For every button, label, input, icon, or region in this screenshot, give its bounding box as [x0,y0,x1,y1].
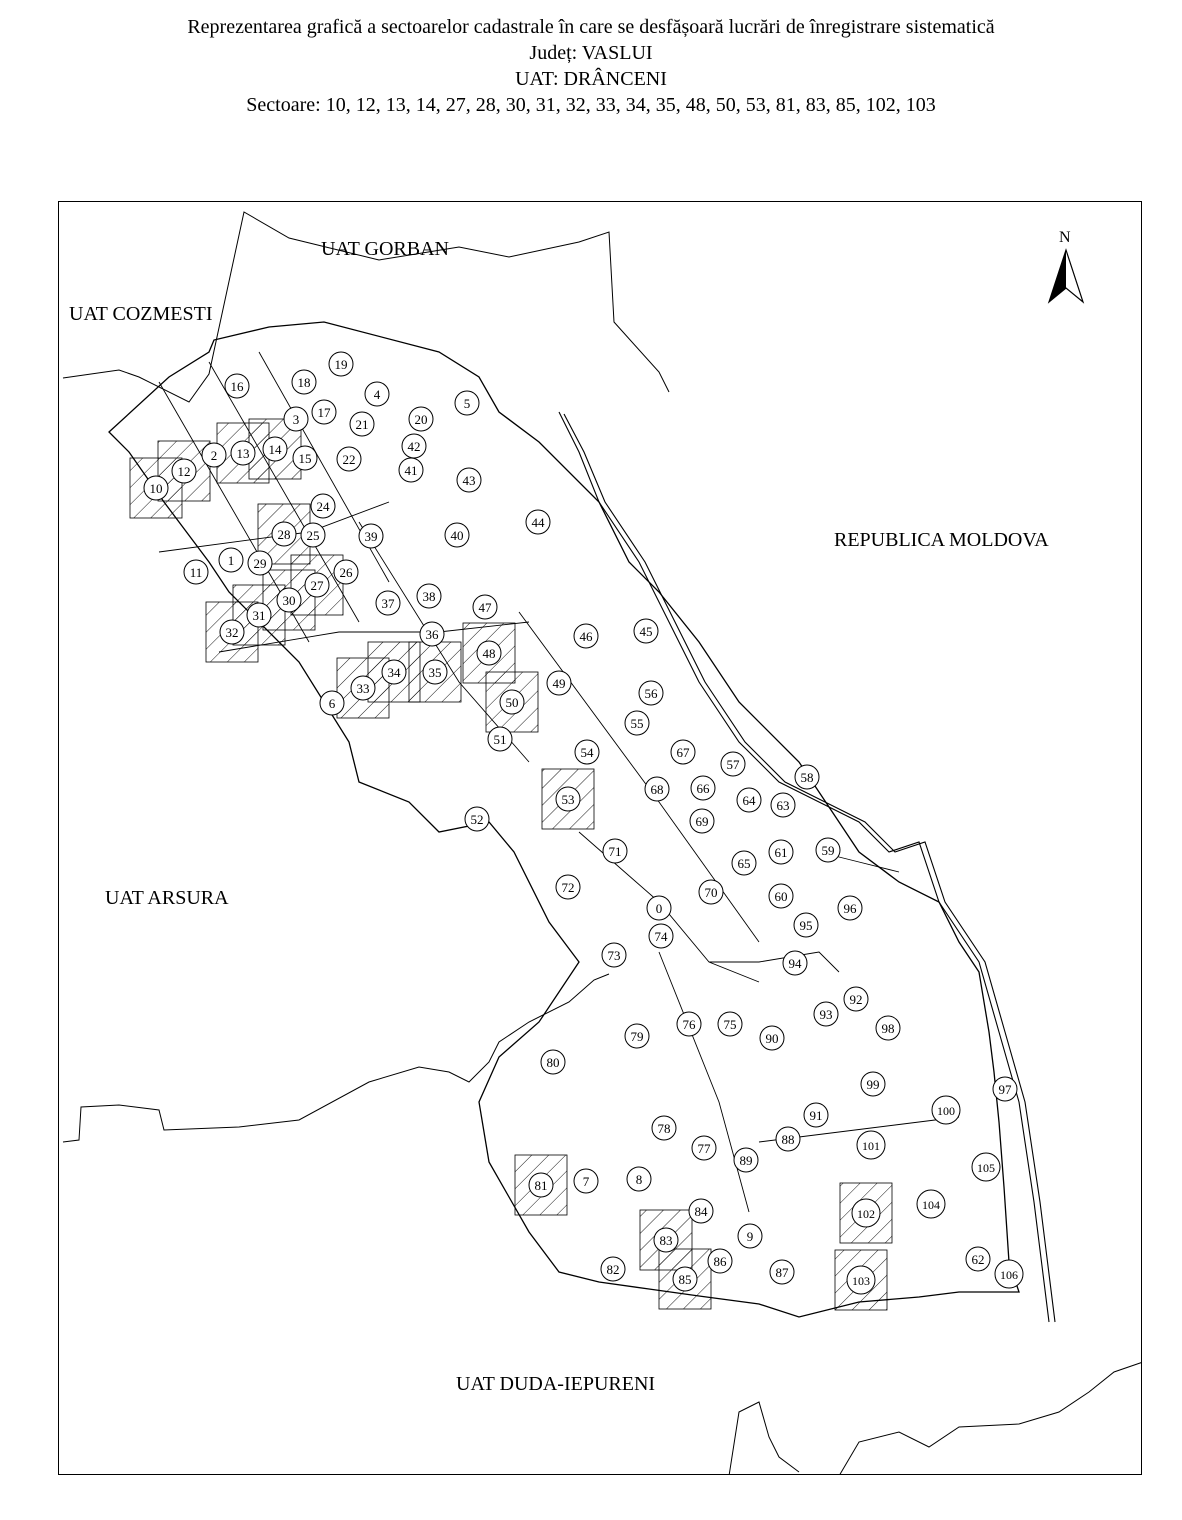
sectors-list: Sectoare: 10, 12, 13, 14, 27, 28, 30, 31, 32, 33, 34, 35, 48, 50, 53, 81, 83, 85, 102, 103 [246,94,936,116]
sector-marker-29[interactable] [248,551,272,575]
sector-marker-84[interactable] [689,1199,713,1223]
sector-marker-56[interactable] [639,681,663,705]
sector-marker-5[interactable] [455,391,479,415]
sector-number: 20 [414,412,428,427]
sector-marker-30[interactable] [277,588,301,612]
sector-number: 95 [799,918,813,933]
sector-number: 4 [373,387,381,402]
region-duda: UAT DUDA-IEPURENI [456,1373,656,1395]
sector-number: 71 [608,844,622,859]
sector-marker-40[interactable] [445,523,469,547]
map-frame [58,201,1142,1475]
sector-marker-73[interactable] [602,943,626,967]
sector-marker-0[interactable] [647,896,671,920]
sector-number: 106 [1000,1268,1018,1282]
sector-number: 79 [630,1029,644,1044]
sector-marker-83[interactable] [654,1228,678,1252]
sector-number: 74 [654,929,668,944]
sector-marker-74[interactable] [649,924,673,948]
sector-number: 73 [607,948,621,963]
sector-marker-98[interactable] [876,1016,900,1040]
sector-number: 103 [852,1274,870,1288]
sector-number: 39 [364,529,378,544]
sector-number: 49 [552,676,566,691]
sector-number: 25 [306,528,320,543]
sector-marker-50[interactable] [500,690,524,714]
sector-marker-48[interactable] [477,641,501,665]
sector-marker-65[interactable] [732,851,756,875]
sector-marker-99[interactable] [861,1072,885,1096]
sector-marker-28[interactable] [272,522,296,546]
sector-marker-4[interactable] [365,382,389,406]
sector-number: 86 [713,1254,727,1269]
sector-number: 68 [650,782,664,797]
sector-number: 62 [971,1252,985,1267]
sector-number: 31 [252,608,266,623]
sector-marker-79[interactable] [625,1024,649,1048]
sector-number: 57 [726,757,740,772]
sector-marker-49[interactable] [547,671,571,695]
sector-marker-62[interactable] [966,1247,990,1271]
sector-number: 7 [582,1174,590,1189]
sector-number: 33 [356,681,370,696]
sector-marker-44[interactable] [526,510,550,534]
sector-number: 96 [843,901,857,916]
sector-number: 91 [809,1108,823,1123]
sector-number: 50 [505,695,519,710]
sector-marker-52[interactable] [465,807,489,831]
sector-marker-14[interactable] [263,437,287,461]
sector-number: 61 [774,845,788,860]
sector-marker-80[interactable] [541,1050,565,1074]
sector-marker-6[interactable] [320,691,344,715]
sector-number: 64 [742,793,756,808]
sector-marker-17[interactable] [312,400,336,424]
sector-marker-102[interactable] [852,1199,880,1227]
sector-number: 35 [428,665,442,680]
sector-marker-61[interactable] [769,840,793,864]
duda-boundary [729,1362,1142,1475]
cadastral-map [59,202,1142,1475]
sector-marker-37[interactable] [376,591,400,615]
sector-number: 67 [676,745,690,760]
sector-number: 1 [227,553,235,568]
sector-marker-24[interactable] [311,494,335,518]
uat-label: UAT: DRÂNCENI [515,68,667,90]
sector-marker-97[interactable] [993,1077,1017,1101]
sector-number: 22 [342,452,356,467]
sector-number: 78 [657,1121,671,1136]
sector-number: 88 [781,1132,795,1147]
sector-number: 81 [534,1178,548,1193]
sector-marker-103[interactable] [847,1266,875,1294]
sector-number: 21 [355,417,369,432]
sector-marker-82[interactable] [601,1257,625,1281]
sector-number: 59 [821,843,835,858]
sector-marker-27[interactable] [305,573,329,597]
north-label: N [1059,229,1071,246]
sector-marker-35[interactable] [423,660,447,684]
sector-number: 24 [316,499,330,514]
sector-marker-81[interactable] [529,1173,553,1197]
sector-number: 36 [425,627,439,642]
sector-number: 99 [866,1077,880,1092]
sector-marker-12[interactable] [172,459,196,483]
sector-marker-43[interactable] [457,468,481,492]
sector-marker-22[interactable] [337,447,361,471]
sector-marker-101[interactable] [857,1131,885,1159]
sector-number: 43 [462,473,476,488]
sector-number: 54 [580,745,594,760]
sector-marker-1[interactable] [219,548,243,572]
sector-number: 42 [407,439,421,454]
sector-number: 82 [606,1262,620,1277]
sector-marker-88[interactable] [776,1127,800,1151]
sector-marker-94[interactable] [783,951,807,975]
region-cozmesti: UAT COZMESTI [69,303,213,325]
sector-marker-33[interactable] [351,676,375,700]
sector-marker-92[interactable] [844,987,868,1011]
sector-marker-96[interactable] [838,896,862,920]
sector-marker-2[interactable] [202,443,226,467]
sector-number: 16 [230,379,244,394]
hatched-sectors [130,419,892,1310]
sector-number: 80 [546,1055,560,1070]
sector-number: 94 [788,956,802,971]
sector-marker-19[interactable] [329,352,353,376]
sector-number: 46 [579,629,593,644]
sector-marker-9[interactable] [738,1224,762,1248]
sector-marker-60[interactable] [769,884,793,908]
sector-marker-36[interactable] [420,622,444,646]
sector-marker-91[interactable] [804,1103,828,1127]
sector-number: 84 [694,1204,708,1219]
sector-marker-68[interactable] [645,777,669,801]
sector-marker-13[interactable] [231,441,255,465]
sector-marker-59[interactable] [816,838,840,862]
sector-marker-58[interactable] [795,765,819,789]
sector-number: 76 [682,1017,696,1032]
sector-marker-72[interactable] [556,875,580,899]
sector-number: 3 [292,412,300,427]
sector-marker-46[interactable] [574,624,598,648]
sector-number: 38 [422,589,436,604]
sector-number: 66 [696,781,710,796]
sector-number: 37 [381,596,395,611]
sector-number: 52 [470,812,484,827]
sector-number: 14 [268,442,282,457]
county-label: Județ: VASLUI [529,42,653,64]
sector-marker-41[interactable] [399,458,423,482]
sector-marker-16[interactable] [225,374,249,398]
sector-marker-100[interactable] [932,1096,960,1124]
sector-marker-63[interactable] [771,793,795,817]
sector-number: 13 [236,446,250,461]
sector-marker-45[interactable] [634,619,658,643]
sector-number: 92 [849,992,863,1007]
sector-marker-64[interactable] [737,788,761,812]
sector-number: 100 [937,1104,955,1118]
neighbour-boundaries [63,212,1142,1475]
sector-number: 28 [277,527,291,542]
sector-number: 70 [704,885,718,900]
sector-marker-3[interactable] [284,407,308,431]
sector-number: 26 [339,565,353,580]
sector-marker-42[interactable] [402,434,426,458]
sector-marker-78[interactable] [652,1116,676,1140]
sector-number: 45 [639,624,653,639]
sector-number: 44 [531,515,545,530]
sector-marker-38[interactable] [417,584,441,608]
sector-number: 65 [737,856,751,871]
sector-marker-15[interactable] [293,446,317,470]
sector-marker-18[interactable] [292,370,316,394]
sector-marker-77[interactable] [692,1136,716,1160]
sector-marker-10[interactable] [144,476,168,500]
sector-number: 98 [881,1021,895,1036]
sector-marker-25[interactable] [301,523,325,547]
sector-marker-31[interactable] [247,603,271,627]
sector-number: 34 [387,665,401,680]
sector-number: 8 [635,1172,643,1187]
sector-number: 72 [561,880,575,895]
sector-number: 32 [225,625,239,640]
sector-marker-53[interactable] [556,787,580,811]
sector-marker-104[interactable] [917,1190,945,1218]
sector-number: 27 [310,578,324,593]
sector-marker-7[interactable] [574,1169,598,1193]
sector-marker-34[interactable] [382,660,406,684]
sector-number: 55 [630,716,644,731]
sector-marker-57[interactable] [721,752,745,776]
sector-marker-54[interactable] [575,740,599,764]
sector-number: 83 [659,1233,673,1248]
sector-number: 17 [317,405,331,420]
sector-number: 97 [998,1082,1012,1097]
sector-number: 30 [282,593,296,608]
sector-marker-39[interactable] [359,524,383,548]
arsura-boundary [63,974,609,1142]
sector-number: 69 [695,814,709,829]
sector-number: 11 [189,565,203,580]
sector-marker-70[interactable] [699,880,723,904]
sector-number: 56 [644,686,658,701]
sector-number: 63 [776,798,790,813]
sector-marker-93[interactable] [814,1002,838,1026]
sector-number: 102 [857,1207,875,1221]
region-arsura: UAT ARSURA [105,887,229,909]
sector-marker-11[interactable] [184,560,208,584]
sector-marker-85[interactable] [673,1267,697,1291]
sector-number: 9 [746,1229,754,1244]
north-arrow [1049,229,1083,302]
sector-marker-76[interactable] [677,1012,701,1036]
sector-number: 6 [328,696,336,711]
region-moldova: REPUBLICA MOLDOVA [834,529,1049,551]
sector-marker-26[interactable] [334,560,358,584]
sector-marker-21[interactable] [350,412,374,436]
sector-marker-69[interactable] [690,809,714,833]
sector-marker-67[interactable] [671,740,695,764]
sector-marker-51[interactable] [488,727,512,751]
sector-number: 77 [697,1141,711,1156]
sector-number: 85 [678,1272,692,1287]
sector-number: 10 [149,481,163,496]
sector-number: 58 [800,770,814,785]
sector-marker-55[interactable] [625,711,649,735]
sector-number: 41 [404,463,418,478]
sector-number: 12 [177,464,191,479]
sector-number: 18 [297,375,311,390]
sector-number: 89 [739,1153,753,1168]
map-title: Reprezentarea grafică a sectoarelor cadastrale în care se desfășoară lucrări de înregistrare sistematică [187,16,995,38]
sector-number: 15 [298,451,312,466]
sector-number: 29 [253,556,267,571]
sector-number: 40 [450,528,464,543]
sector-marker-106[interactable] [995,1260,1023,1288]
sector-number: 90 [765,1031,779,1046]
sector-marker-47[interactable] [473,595,497,619]
sector-number: 60 [774,889,788,904]
sector-marker-66[interactable] [691,776,715,800]
sector-number: 87 [775,1265,789,1280]
sector-marker-32[interactable] [220,620,244,644]
sector-number: 104 [922,1198,940,1212]
sector-number: 101 [862,1139,880,1153]
sector-marker-89[interactable] [734,1148,758,1172]
sector-number: 51 [493,732,507,747]
sector-number: 93 [819,1007,833,1022]
sector-number: 47 [478,600,492,615]
sector-number: 19 [334,357,348,372]
sector-number: 53 [561,792,575,807]
sector-marker-86[interactable] [708,1249,732,1273]
sector-number: 5 [463,396,471,411]
sector-marker-87[interactable] [770,1260,794,1284]
sector-number: 2 [210,448,218,463]
sector-marker-71[interactable] [603,839,627,863]
sector-number: 105 [977,1161,995,1175]
sector-marker-75[interactable] [718,1012,742,1036]
sector-number: 48 [482,646,496,661]
sector-number: 0 [655,901,663,916]
sector-marker-8[interactable] [627,1167,651,1191]
sector-marker-105[interactable] [972,1153,1000,1181]
sector-marker-20[interactable] [409,407,433,431]
region-gorban: UAT GORBAN [321,238,449,260]
sector-marker-95[interactable] [794,913,818,937]
sector-marker-90[interactable] [760,1026,784,1050]
map-header [0,14,1182,118]
sector-number: 75 [723,1017,737,1032]
